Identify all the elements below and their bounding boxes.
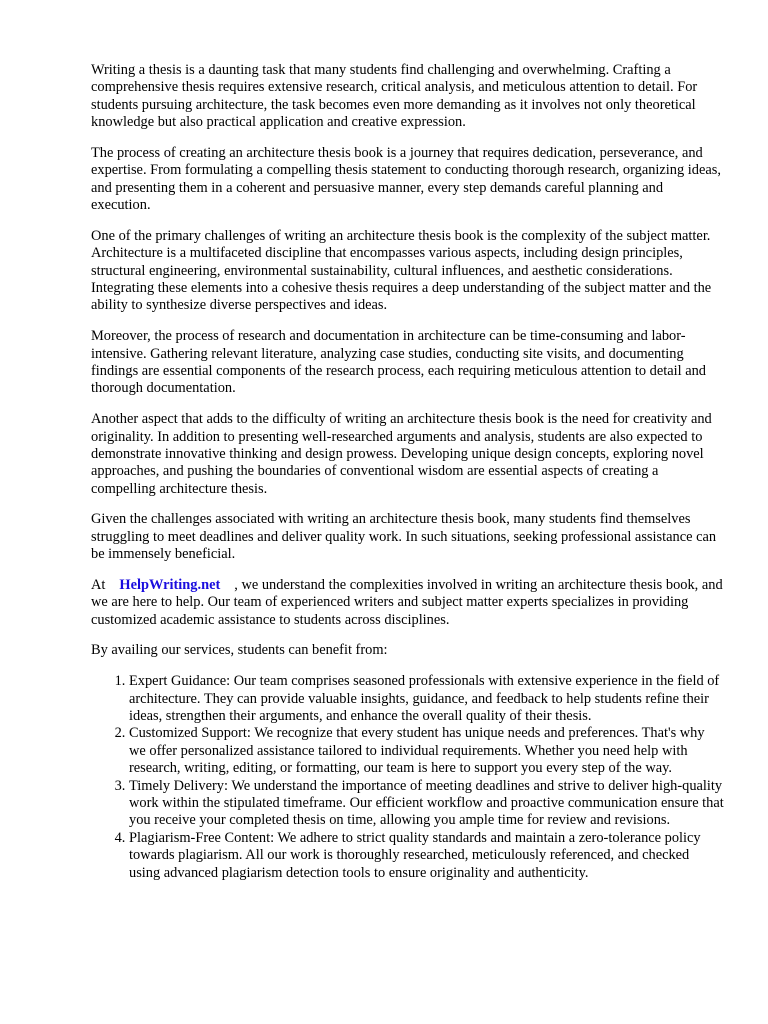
helpwriting-link[interactable]: HelpWriting.net <box>119 576 221 593</box>
paragraph-service <box>91 577 724 629</box>
paragraph-benefits-intro: By availing our services, students can benefit from: <box>91 642 388 659</box>
list-item: 2. Customized Support: We recognize that every student has unique needs and preferences. That's why we offer personalized assistance tailored to individual requirements. Whether you need help with research, writing, editing, or formatting, our team is here to support you every step of the way. <box>129 725 724 777</box>
paragraph-research: Moreover, the process of research and documentation in architecture can be time-consuming and labor-intensive. Gathering relevant literature, analyzing case studies, conducting site visits, and documenting findings are essential components of the research process, each requiring meticulous attention to detail and thorough documentation. <box>91 328 706 397</box>
list-item: 4. Plagiarism-Free Content: We adhere to strict quality standards and maintain a zero-tolerance policy towards plagiarism. All our work is thoroughly researched, meticulously referenced, and checked using advanced plagiarism detection tools to ensure originality and authenticity. <box>129 830 724 882</box>
paragraph-creativity: Another aspect that adds to the difficulty of writing an architecture thesis book is the need for creativity and originality. In addition to presenting well-researched arguments and analysis, students are also expected to demonstrate innovative thinking and design prowess. Developing unique design concepts, exploring novel approaches, and pushing the boundaries of conventional wisdom are essential aspects of creating a compelling architecture thesis. <box>91 411 712 497</box>
service-suffix: , we understand the complexities involved in writing an architecture thesis book, and we are here to help. Our team of experienced writers and subject matter experts specializes in providing customized academic assistance to students across disciplines. <box>91 576 723 628</box>
paragraph-process: The process of creating an architecture thesis book is a journey that requires dedication, perseverance, and expertise. From formulating a compelling thesis statement to conducting thorough research, organizing ideas, and presenting them in a coherent and persuasive manner, every step demands careful planning and execution. <box>91 144 721 214</box>
paragraph-challenges: Given the challenges associated with writing an architecture thesis book, many students find themselves struggling to meet deadlines and deliver quality work. In such situations, seeking professional assistance can be immensely beneficial. <box>91 511 717 563</box>
list-item: 3. Timely Delivery: We understand the importance of meeting deadlines and strive to deliver high-quality work within the stipulated timeframe. Our efficient workflow and proactive communication ensure that you receive your completed thesis on time, allowing you ample time for review and revisions. <box>129 778 724 830</box>
paragraph-intro: Writing a thesis is a daunting task that many students find challenging and overwhelming. Crafting a comprehensive thesis requires extensive research, critical analysis, and meticulous attention to detail. For students pursuing architecture, the task becomes even more demanding as it involves not only theoretical knowledge but also practical application and creative expression. <box>91 62 698 131</box>
paragraph-complexity: One of the primary challenges of writing an architecture thesis book is the complexity of the subject matter. Architecture is a multifaceted discipline that encompasses various aspects, including design principles, structural engineering, environmental sustainability, cultural influences, and aesthetic considerations. Integrating these elements into a cohesive thesis requires a deep understanding of the subject matter and the ability to synthesize diverse perspectives and ideas. <box>91 227 712 314</box>
benefits-list <box>91 673 724 882</box>
list-item: 1. Expert Guidance: Our team comprises seasoned professionals with extensive experience in the field of architecture. They can provide valuable insights, guidance, and feedback to help students refine their ideas, strengthen their arguments, and enhance the overall quality of their thesis. <box>129 673 724 725</box>
service-prefix: At <box>91 576 106 593</box>
